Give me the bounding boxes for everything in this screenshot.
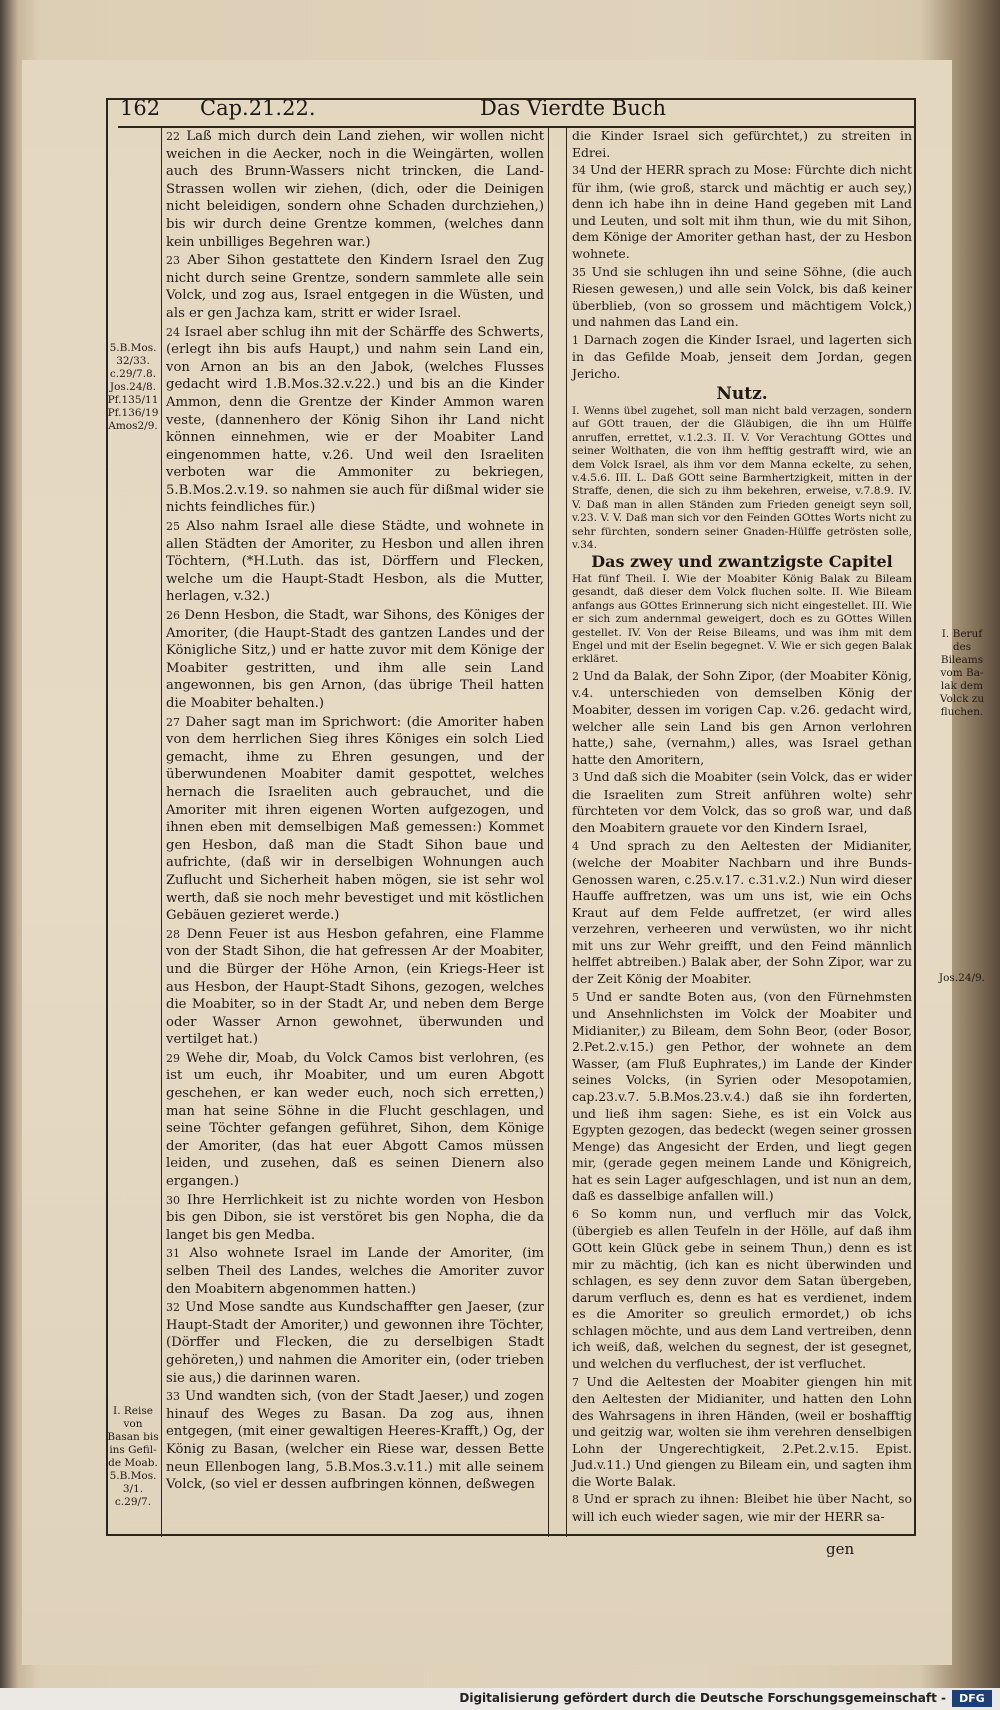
verse-text: Denn Feuer ist aus Hesbon gefahren, eine Flamme von der Stadt Sihon, die hat gefressen Ar der Moabiter, und die Bürger der Höhe Arnon, (ein Kriegs-Heer ist aus Hesbon, der Haupt-Stadt Sihons, gezogen, welches die Moabiter, so in der Stadt Ar, und neben dem Berge oder Wasser Arnon gewohnet, überwunden und vertilget hat.) [166, 926, 544, 1048]
verse-number: 25 [166, 520, 180, 534]
verse [166, 1192, 544, 1245]
verse-text: Daher sagt man im Sprichwort: (die Amoriter haben von dem herrlichen Sieg ihres Königes ein solch Lied gemacht, ihme zu Ehren gesungen, und der überwundenen Moabiter damit gespottet, welches hernach die Israeliten auch gebrauchet, und die Amoriter mit ihren eigenen Worten aufgezogen, und ihnen eben mit demselbigen Maß gemessen:) Kommet gen Hesbon, daß man die Stadt Sihon baue und aufrichte, (daß wir in derselbigen Wohnungen auch Zuflucht und Sicherheit haben mögen, sie ist sehr wol werth, daß sie noch mehr bevestiget und mit köstlichen Gebäuen gezieret werde.) [166, 714, 544, 924]
verse-text: Und sie schlugen ihn und seine Söhne, (die auch Riesen gewesen,) und alle sein Volck, bis daß keiner überblieb, (von so grossem und mächtigem Volck,) und nahmen das Land ein. [572, 263, 912, 330]
verse-text: Also nahm Israel alle diese Städte, und wohnete in allen Städten der Amoriter, zu Hesbon und allen ihren Töchtern, (*H.Luth. das ist, Dörffern und Flecken, welche um die Haupt-Stadt Hesbon, als die Mutter, herlagen, v.32.) [166, 519, 544, 605]
verse-text: Und der HERR sprach zu Mose: Fürchte dich nicht für ihm, (wie groß, starck und mächtig er auch sey,) denn ich habe ihn in deine Hand gegeben mit Land und Leuten, und solt mit ihm thun, wie du mit Sihon, dem Könige der Amoriter gethan hast, der zu Hesbon wohnete. [572, 162, 912, 261]
verse-number: 6 [572, 1207, 579, 1221]
left-column [166, 128, 544, 1495]
verse-text: Aber Sihon gestattete den Kindern Israel den Zug nicht durch seine Grentze, sondern sammlete alle sein Volck, und zog aus, Israel entgegen in die Wüsten, und als er gen Jachza kam, stritt er wider Israel. [166, 253, 544, 321]
verse-text: Und die Aeltesten der Moabiter giengen hin mit den Aeltesten der Midianiter, und hatten den Lohn des Wahrsagens in ihren Händen, (weil er boshafftig und geitzig war, wolten sie ihm verehren denselbigen Lohn der Ungerechtigkeit, 2.Pet.2.v.15. Epist. Jud.v.11.) Und giengen zu Bileam ein, und sagten ihm die Worte Balak. [572, 1373, 912, 1489]
verse [572, 989, 912, 1205]
verse-number: 35 [572, 265, 586, 279]
right-verse-rule [566, 127, 567, 1537]
verse-number: 28 [166, 927, 180, 941]
verse-text: Denn Hesbon, die Stadt, war Sihons, des Königes der Amoriter, (die Haupt-Stadt des gantzen Landes und der Königliche Sitz,) und er hatte zuvor mit dem Könige der Moabiter gestritten, und ihm alle sein Land angewonnen, bis gen Arnon, (das übrige Theil hatten die Moabiter behalten.) [166, 608, 544, 711]
verse-number: 29 [166, 1051, 180, 1065]
right-margin-note-1: I. Beruf des Bileams vom Ba-lak dem Volck zu fluchen. [939, 628, 985, 718]
verse-text: Ihre Herrlichkeit ist zu nichte worden von Hesbon bis gen Dibon, sie ist verstöret bis gen Nopha, die da langet bis gen Medba. [166, 1192, 544, 1243]
verse-text: die Kinder Israel sich gefürchtet,) zu streiten in Edrei. [572, 128, 912, 160]
verse-text: Wehe dir, Moab, du Volck Camos bist verlohren, (es ist um euch, ihr Moabiter, und um euren Abgott geschehen, er kan weder euch, noch sich erretten,) man hat seine Söhne in die Flucht geschlagen, und seine Töchter gefangen geführet, Sihon, dem Könige der Amoriter, (das hat euer Abgott Camos müssen leiden, und zusehen, daß es seinen Dienern also ergangen.) [166, 1050, 544, 1190]
verse-text: Und wandten sich, (von der Stadt Jaeser,) und zogen hinauf des Weges zu Basan. Da zog aus, ihnen entgegen, (mit einer gewaltigen Heeres-Krafft,) Og, der König zu Basan, (welcher ein Riese war, dessen Bette neun Ellenbogen lang, 5.B.Mos.3.v.11.) mit alle seinem Volck, (so viel er dessen aufbringen können, deßwegen [166, 1389, 544, 1493]
verse-text: Und daß sich die Moabiter (sein Volck, das er wider die Israeliten zum Streit anführen wolte) sehr fürchteten vor dem Volck, das so groß war, und daß den Moabitern grauete vor den Kindern Israel, [572, 769, 912, 835]
verse-number: 8 [572, 1493, 579, 1507]
verse-number: 2 [572, 669, 579, 683]
verse [166, 1388, 544, 1494]
left-margin-ref-1: 5.B.Mos. 32/33. c.29/7.8. Jos.24/8. Pf.135/11 Pf.136/19 Amos2/9. [107, 342, 159, 432]
verse [166, 324, 544, 518]
verse-text: Laß mich durch dein Land ziehen, wir wollen nicht weichen in die Aecker, noch in die Weingärten, wollen auch des Brunn-Wassers nicht trincken, die Land-Strassen wollen wir ziehen, (dich, oder die Deinigen nicht beleidigen, sondern ohne Schaden durchziehen,) bis wir durch deine Grentze kommen, (welches dann kein unbilliges Begehren war.) [166, 129, 544, 250]
verse-text: Und Mose sandte aus Kundschaffter gen Jaeser, (zur Haupt-Stadt der Amoriter,) und gewonnen ihre Töchter, (Dörffer und Flecken, die zu derselbigen Stadt gehöreten,) und nahmen die Amoriter ein, (oder trieben sie aus,) die darinnen waren. [166, 1300, 544, 1386]
left-margin-ref-2: I. Reise von Basan bis ins Gefil-de Moab. 5.B.Mos. 3/1. c.29/7. [107, 1405, 159, 1508]
verse [572, 1491, 912, 1525]
verse [572, 1206, 912, 1373]
right-column [572, 128, 912, 1527]
verse-number: 32 [166, 1301, 180, 1315]
verse-number: 30 [166, 1193, 180, 1207]
verse-number: 7 [572, 1375, 579, 1389]
running-book-title: Das Vierdte Buch [480, 96, 667, 120]
nutz-text: I. Wenns übel zugehet, soll man nicht bald verzagen, sondern auf GOtt trauen, der die Gläubigen, die ihn um Hülffe anruffen, errettet, v.1.2.3. II. V. Vor Verachtung GOttes und seiner Wolthaten, die von ihm hefftig gestrafft wird, wie an dem Volck Israel, als ihm vor dem Manna eckelte, zu sehen, v.4.5.6. III. L. Daß GOtt seine Barmhertzigkeit, mitten in der Straffe, denen, die sich zu ihm bekehren, erweise, v.7.8.9. IV. V. Daß man in allen Ständen zum Frieden geneigt seyn soll, v.23. V. V. Daß man sich vor den Feinden GOttes Worts nicht zu sehr fürchten, sondern seiner Gnaden-Hülffe getrösten solle, v.34. [572, 405, 912, 552]
verse [572, 332, 912, 383]
verse [572, 1374, 912, 1491]
verse-number: 5 [572, 990, 579, 1004]
verse-text: Und er sandte Boten aus, (von den Fürnehmsten und Ansehnlichsten im Volck der Moabiter und Midianiter,) zu Bileam, dem Sohn Beor, (oder Bosor, 2.Pet.2.v.15.) gen Pethor, der wohnete an dem Wasser, (am Fluß Euphrates,) im Lande der Kinder seines Volcks, (in Syrien oder Mesopotamien, cap.23.v.7. 5.B.Mos.23.v.4.) daß sie ihn forderten, und ließ ihm sagen: Siehe, es ist ein Volck aus Egypten gezogen, das bedeckt (wegen seiner grossen Menge) das Angesicht der Erden, und liegt gegen mir, (gerade gegen meinem Lande und Königreich, hat es sein Lager aufgeschlagen, und ist nun an dem, daß es dasselbige anfallen will.) [572, 988, 912, 1204]
verse [572, 668, 912, 768]
verse [572, 769, 912, 836]
verse-number: 26 [166, 609, 180, 623]
footer-credit: Digitalisierung gefördert durch die Deutsche Forschungsgemeinschaft - [459, 1691, 946, 1705]
verse [572, 162, 912, 262]
verse-text: Israel aber schlug ihn mit der Schärffe des Schwerts, (erlegt ihn bis aufs Haupt,) und nahm sein Land ein, von Arnon an bis an den Jabok, (welches Flusses gedacht wird 1.B.Mos.32.v.22.) und bis an die Kinder Ammon, denn die Grentze der Kinder Ammon waren veste, (dannenhero der König Sihon ihr Land nicht können einnehmen, wie er der Moabiter Land eingenommen hatte, v.26. Und weil den Israeliten verboten war die Ammoniter zu bekriegen, 5.B.Mos.2.v.19. so nahmen sie auch für dißmal wider sie nichts feindliches für.) [166, 324, 544, 516]
verse-number: 1 [572, 333, 579, 347]
chapter-heading: Das zwey und zwantzigste Capitel [591, 552, 893, 572]
verse-text: Und er sprach zu ihnen: Bleibet hie über Nacht, so will ich euch wieder sagen, wie mir der HERR sa- [572, 1491, 912, 1524]
verse [166, 926, 544, 1049]
page-number: 162 [120, 96, 161, 120]
verse [166, 252, 544, 322]
footer-bar [0, 1688, 1000, 1710]
verse-number: 3 [572, 771, 579, 785]
verse [166, 607, 544, 713]
verse-text: So komm nun, und verfluch mir das Volck, (übergieb es allen Teufeln in der Hölle, auf daß ihm GOtt kein Glück gebe in seinem Thun,) denn es ist mir zu mächtig, (ich kan es nicht überwinden und schlagen, es sey denn zuvor dem Satan übergeben, darum verfluch es, denn es hat es verdienet, indem es die Amoriter so greulich ermordet,) ob ichs schlagen möchte, und aus dem Land vertreiben, denn ich weiß, daß, welchen du segnest, der ist gesegnet, und welchen du verfluchest, der ist verfluchet. [572, 1205, 912, 1371]
verse [572, 264, 912, 331]
verse [166, 714, 544, 925]
column-divider [548, 127, 549, 1537]
verse [572, 128, 912, 161]
verse-number: 4 [572, 839, 579, 853]
verse-number: 23 [166, 254, 180, 268]
verse-text: Darnach zogen die Kinder Israel, und lagerten sich in das Gefilde Moab, jenseit dem Jordan, gegen Jericho. [572, 331, 912, 381]
verse-number: 34 [572, 164, 586, 178]
verse-text: Also wohnete Israel im Lande der Amoriter, (im selben Theil des Landes, welches die Amoriter zuvor den Moabitern abgenommen hatten.) [166, 1246, 544, 1297]
chapter-summary: Hat fünf Theil. I. Wie der Moabiter König Balak zu Bileam gesandt, daß dieser dem Volck fluchen solte. II. Wie Bileam anfangs aus GOttes Erinnerung sich nicht eingestellet. III. Wie er sich zum andernmal geweigert, doch es zu GOttes Willen gestellet. IV. Von der Reise Bileams, und was ihm mit dem Engel und mit der Eselin begegnet. V. Wie er sich gegen Balak erkläret. [572, 573, 912, 666]
verse-text: Und sprach zu den Aeltesten der Midianiter, (welche der Moabiter Nachbarn und ihre Bunds-Genossen waren, c.25.v.17. c.31.v.2.) Nun wird dieser Hauffe auffretzen, was um uns ist, wie ein Ochs Kraut auf dem Felde auffretzet, (er wird alles verzehren, verheeren und verwüsten, wo ihr nicht mit uns zur Wehr greifft, und den Feind männlich helffet abtreiben.) Balak aber, der Sohn Zipor, war zu der Zeit König der Moabiter. [572, 837, 912, 986]
verse-number: 22 [166, 130, 180, 143]
running-chapter: Cap.21.22. [200, 96, 316, 120]
verse [166, 1050, 544, 1191]
catchword: gen [826, 1540, 855, 1558]
verse-number: 31 [166, 1247, 180, 1261]
verse-number: 24 [166, 325, 180, 339]
verse [166, 1299, 544, 1387]
nutz-heading: Nutz. [716, 384, 768, 405]
verse-number: 27 [166, 715, 180, 729]
dfg-logo[interactable]: DFG [952, 1690, 992, 1707]
verse [166, 128, 544, 251]
verse-number: 33 [166, 1390, 180, 1404]
right-margin-note-2: Jos.24/9. [938, 972, 986, 984]
left-verse-rule [161, 127, 162, 1537]
verse [166, 518, 544, 606]
verse [166, 1245, 544, 1298]
verse [572, 838, 912, 988]
verse-text: Und da Balak, der Sohn Zipor, (der Moabiter König, v.4. unterschieden von demselben König der Moabiter, dessen im vorigen Cap. v.26. gedacht wird, welcher alle sein Land bis gen Arnon verlohren hatte,) sahe, (vernahm,) alles, was Israel gethan hatte den Amoritern, [572, 667, 912, 767]
